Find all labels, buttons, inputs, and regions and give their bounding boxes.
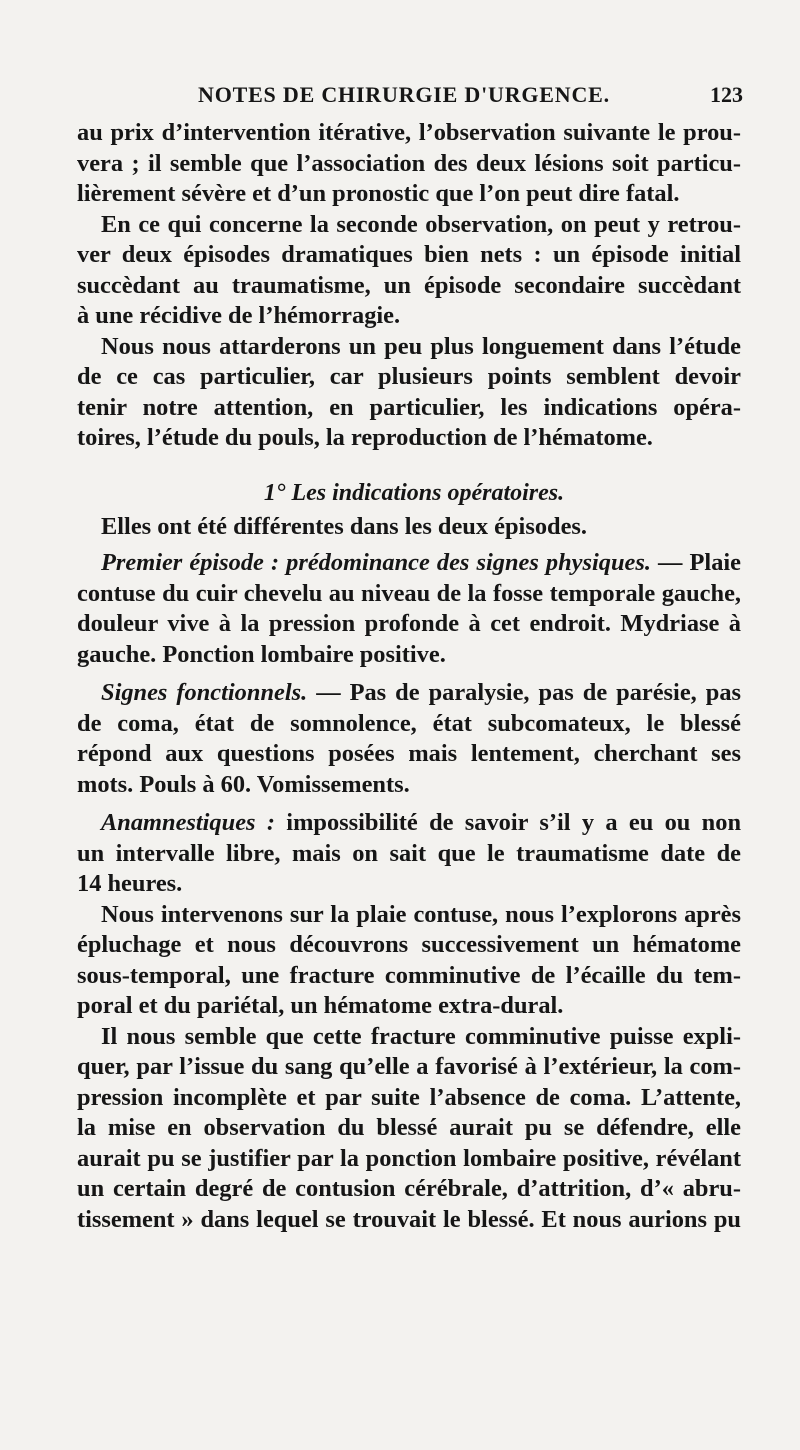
paragraph-lead-label: Signes fonctionnels. xyxy=(101,679,308,706)
paragraph-lead xyxy=(77,808,741,839)
body-text xyxy=(77,118,741,1235)
text-line: toires, l’étude du pouls, la reproduction de l’hématome. xyxy=(77,424,653,451)
text-line: à une récidive de l’hémorragie. xyxy=(77,302,401,329)
text-line: répond aux questions posées mais lentement, cherchant ses xyxy=(77,740,741,767)
paragraph-spacer xyxy=(77,670,741,678)
running-head xyxy=(0,74,800,114)
text-line: Nous intervenons sur la plaie contuse, nous l’explorons après xyxy=(101,900,741,928)
paragraph-lead-text: — Pas de paralysie, pas de parésie, pas xyxy=(307,679,742,706)
text-line: 14 heures. xyxy=(77,870,183,897)
running-title: NOTES DE CHIRURGIE D'URGENCE. xyxy=(198,82,610,107)
text-line: tenir notre attention, en particulier, les indications opéra- xyxy=(77,393,741,421)
page-number: 123 xyxy=(710,82,743,107)
text-line: douleur vive à la pression profonde à cet endroit. Mydriase à xyxy=(77,610,741,637)
paragraph-lead-text: impossibilité de savoir s’il y a eu ou non xyxy=(274,809,742,836)
text-line: lièrement sévère et d’un pronostic que l’on peut dire fatal. xyxy=(77,180,680,207)
text-line: mots. Pouls à 60. Vomissements. xyxy=(77,770,410,798)
text-line: ver deux épisodes dramatiques bien nets : un épisode initial xyxy=(77,241,741,268)
text-line: gauche. Ponction lombaire positive. xyxy=(77,640,446,668)
text-line: aurait pu se justifier par la ponction lombaire positive, révélant xyxy=(77,1144,741,1172)
paragraph-lead xyxy=(77,678,741,709)
paragraph-lead-label: Premier épisode : prédominance des signes physiques. xyxy=(101,549,651,576)
text-line: la mise en observation du blessé aurait pu se défendre, elle xyxy=(77,1114,741,1141)
text-line: pression incomplète et par suite l’absence de coma. L’attente, xyxy=(77,1083,741,1111)
text-line: un intervalle libre, mais on sait que le traumatisme date de xyxy=(77,839,741,867)
text-line: Nous nous attarderons un peu plus longuement dans l’étude xyxy=(101,332,741,360)
section-spacer xyxy=(77,454,741,474)
text-line: sous-temporal, une fracture comminutive de l’écaille du tem- xyxy=(77,961,741,989)
text-line: de ce cas particulier, car plusieurs points semblent devoir xyxy=(77,363,741,390)
text-line: En ce qui concerne la seconde observation, on peut y retrou- xyxy=(101,210,741,238)
text-line: vera ; il semble que l’association des deux lésions soit particu- xyxy=(77,149,741,177)
text-line: de coma, état de somnolence, état subcomateux, le blessé xyxy=(77,709,741,737)
text-line: un certain degré de contusion cérébrale, d’attrition, d’« abru- xyxy=(77,1175,741,1202)
text-line: quer, par l’issue du sang qu’elle a favorisé à l’extérieur, la com- xyxy=(77,1053,741,1080)
text-line: Elles ont été différentes dans les deux épisodes. xyxy=(101,512,588,540)
text-line: succèdant au traumatisme, un épisode secondaire succèdant xyxy=(77,271,741,299)
paragraph-lead xyxy=(77,548,741,579)
paragraph-lead-label: Anamnestiques : xyxy=(101,809,275,836)
text-line: au prix d’intervention itérative, l’observation suivante le prou- xyxy=(77,119,741,146)
text-line: poral et du pariétal, un hématome extra-dural. xyxy=(77,992,564,1019)
text-line: épluchage et nous découvrons successivement un hématome xyxy=(77,931,741,958)
section-title: 1° Les indications opératoires. xyxy=(263,479,565,506)
text-line: contuse du cuir chevelu au niveau de la fosse temporale gauche, xyxy=(77,579,741,607)
paragraph-spacer xyxy=(77,800,741,808)
text-line: Il nous semble que cette fracture comminutive puisse expli- xyxy=(101,1022,741,1050)
text-line: tissement » dans lequel se trouvait le blessé. Et nous aurions pu xyxy=(77,1205,741,1233)
paragraph-lead-text: — Plaie xyxy=(650,549,742,576)
